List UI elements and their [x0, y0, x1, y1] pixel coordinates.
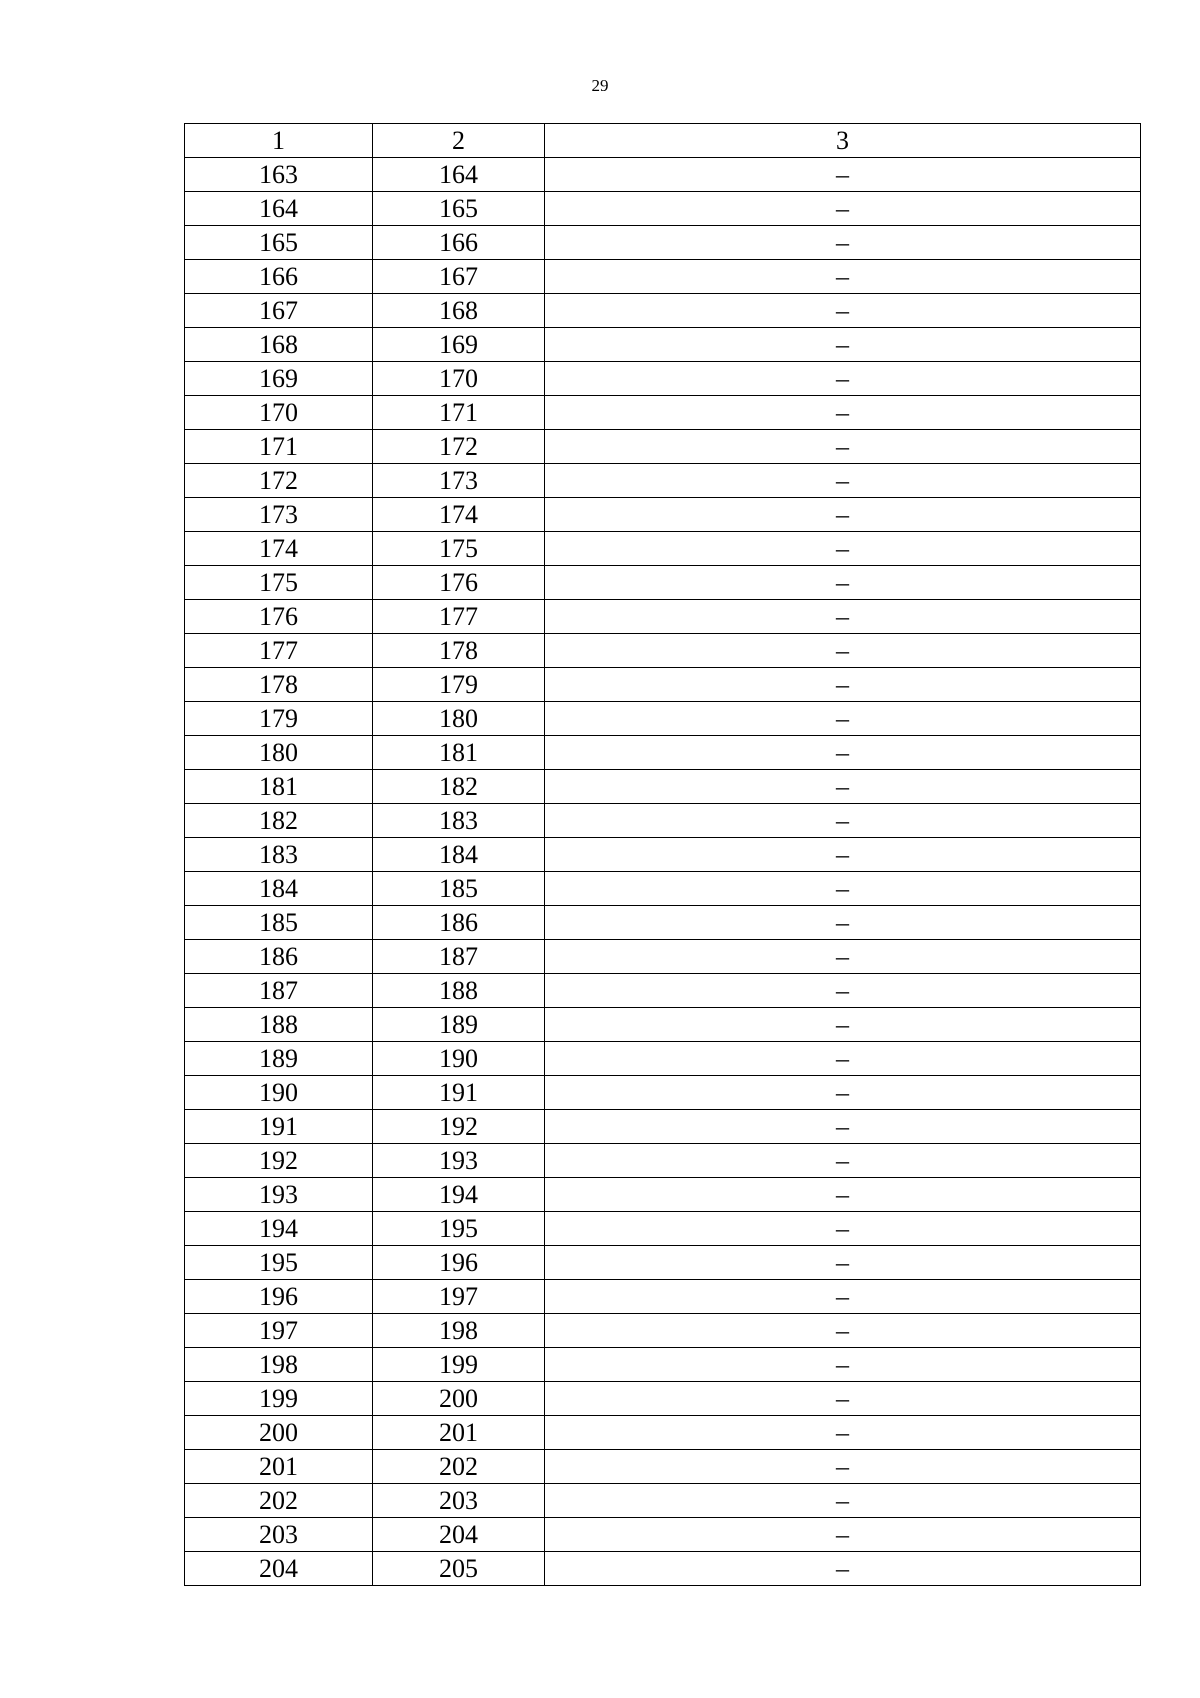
table-cell: – [545, 1042, 1141, 1076]
table-cell: 186 [185, 940, 373, 974]
table-cell: 164 [373, 158, 545, 192]
table-cell: – [545, 838, 1141, 872]
table-row [185, 158, 1141, 192]
table-cell: 186 [373, 906, 545, 940]
table-row [185, 804, 1141, 838]
table-row [185, 1416, 1141, 1450]
table-cell: 185 [373, 872, 545, 906]
table-cell: 205 [373, 1552, 545, 1586]
table-row [185, 464, 1141, 498]
table-cell: 200 [185, 1416, 373, 1450]
column-header: 1 [185, 124, 373, 158]
table-cell: 182 [185, 804, 373, 838]
table-row [185, 1110, 1141, 1144]
table-row [185, 974, 1141, 1008]
table-cell: – [545, 430, 1141, 464]
table-row [185, 1484, 1141, 1518]
table-row [185, 1382, 1141, 1416]
table-row [185, 430, 1141, 464]
table-cell: 198 [373, 1314, 545, 1348]
table-cell: 188 [185, 1008, 373, 1042]
table-cell: 177 [185, 634, 373, 668]
table-row [185, 770, 1141, 804]
table-cell: 202 [185, 1484, 373, 1518]
table-row [185, 872, 1141, 906]
table-row [185, 532, 1141, 566]
table-row [185, 1518, 1141, 1552]
table-row [185, 1280, 1141, 1314]
table-cell: 166 [185, 260, 373, 294]
table-cell: – [545, 260, 1141, 294]
table-cell: 199 [185, 1382, 373, 1416]
table-cell: 165 [373, 192, 545, 226]
table-cell: 173 [185, 498, 373, 532]
table-row [185, 600, 1141, 634]
table-cell: 196 [373, 1246, 545, 1280]
table-cell: – [545, 396, 1141, 430]
table-row [185, 1450, 1141, 1484]
table-cell: 168 [185, 328, 373, 362]
table-cell: 199 [373, 1348, 545, 1382]
table-row [185, 668, 1141, 702]
table-row [185, 362, 1141, 396]
table-cell: 170 [185, 396, 373, 430]
table-cell: – [545, 464, 1141, 498]
table-cell: 181 [185, 770, 373, 804]
table-cell: 192 [373, 1110, 545, 1144]
table-cell: – [545, 1178, 1141, 1212]
table-cell: 198 [185, 1348, 373, 1382]
table-cell: 189 [185, 1042, 373, 1076]
table-cell: – [545, 566, 1141, 600]
table-cell: 189 [373, 1008, 545, 1042]
table-cell: 194 [373, 1178, 545, 1212]
table-cell: 172 [373, 430, 545, 464]
table-cell: 196 [185, 1280, 373, 1314]
table-cell: 203 [373, 1484, 545, 1518]
table-cell: – [545, 158, 1141, 192]
table-cell: 165 [185, 226, 373, 260]
column-header: 2 [373, 124, 545, 158]
table-row [185, 1042, 1141, 1076]
table-cell: 191 [185, 1110, 373, 1144]
page-number: 29 [591, 76, 609, 95]
table-cell: 188 [373, 974, 545, 1008]
table-row [185, 702, 1141, 736]
table-cell: 202 [373, 1450, 545, 1484]
table-cell: 163 [185, 158, 373, 192]
table-row [185, 192, 1141, 226]
table-cell: 175 [373, 532, 545, 566]
table-cell: 201 [373, 1416, 545, 1450]
table-cell: – [545, 1246, 1141, 1280]
table-cell: 167 [185, 294, 373, 328]
table-cell: 182 [373, 770, 545, 804]
table-cell: – [545, 1416, 1141, 1450]
table-cell: – [545, 192, 1141, 226]
table-cell: 178 [185, 668, 373, 702]
table-cell: 183 [185, 838, 373, 872]
table-cell: 168 [373, 294, 545, 328]
table-cell: 197 [373, 1280, 545, 1314]
table-cell: 178 [373, 634, 545, 668]
table-cell: – [545, 634, 1141, 668]
table-cell: – [545, 1450, 1141, 1484]
table-cell: 195 [185, 1246, 373, 1280]
table-cell: – [545, 1110, 1141, 1144]
table-cell: 174 [185, 532, 373, 566]
table-cell: – [545, 1076, 1141, 1110]
table-cell: – [545, 294, 1141, 328]
table-cell: 204 [373, 1518, 545, 1552]
table-cell: 166 [373, 226, 545, 260]
table-cell: – [545, 498, 1141, 532]
table-row [185, 498, 1141, 532]
table-cell: 179 [373, 668, 545, 702]
table-cell: 184 [373, 838, 545, 872]
table-cell: 164 [185, 192, 373, 226]
table-row [185, 1552, 1141, 1586]
table-row [185, 566, 1141, 600]
table-cell: – [545, 804, 1141, 838]
table-cell: 185 [185, 906, 373, 940]
table-cell: – [545, 770, 1141, 804]
table-cell: 187 [373, 940, 545, 974]
table-cell: – [545, 940, 1141, 974]
table-cell: 180 [373, 702, 545, 736]
table-row [185, 1246, 1141, 1280]
table-cell: 176 [185, 600, 373, 634]
table-row [185, 940, 1141, 974]
table-row [185, 396, 1141, 430]
table-cell: – [545, 1144, 1141, 1178]
table-cell: 173 [373, 464, 545, 498]
table-cell: 170 [373, 362, 545, 396]
table-cell: 171 [185, 430, 373, 464]
table-row [185, 906, 1141, 940]
table-row [185, 1314, 1141, 1348]
table-cell: – [545, 906, 1141, 940]
table-cell: 172 [185, 464, 373, 498]
table-cell: 201 [185, 1450, 373, 1484]
table-cell: 190 [373, 1042, 545, 1076]
table-cell: – [545, 668, 1141, 702]
table-cell: 192 [185, 1144, 373, 1178]
table-row [185, 1348, 1141, 1382]
table-header-row [185, 124, 1141, 158]
table-cell: 195 [373, 1212, 545, 1246]
table-cell: 169 [185, 362, 373, 396]
table-cell: 204 [185, 1552, 373, 1586]
column-header: 3 [545, 124, 1141, 158]
table-cell: – [545, 974, 1141, 1008]
table-cell: 194 [185, 1212, 373, 1246]
table-cell: – [545, 702, 1141, 736]
table-cell: 167 [373, 260, 545, 294]
table-cell: 179 [185, 702, 373, 736]
table-cell: 193 [373, 1144, 545, 1178]
table-cell: 181 [373, 736, 545, 770]
table-row [185, 328, 1141, 362]
table-cell: – [545, 226, 1141, 260]
table-cell: 203 [185, 1518, 373, 1552]
table-cell: 180 [185, 736, 373, 770]
table-cell: 200 [373, 1382, 545, 1416]
table-cell: 190 [185, 1076, 373, 1110]
table-cell: 184 [185, 872, 373, 906]
table-cell: – [545, 1314, 1141, 1348]
table-cell: – [545, 362, 1141, 396]
table-cell: – [545, 1212, 1141, 1246]
table-cell: 177 [373, 600, 545, 634]
table-row [185, 226, 1141, 260]
table-cell: 187 [185, 974, 373, 1008]
table-body [185, 124, 1141, 1586]
table-row [185, 1076, 1141, 1110]
table-cell: 174 [373, 498, 545, 532]
table-cell: – [545, 600, 1141, 634]
table-cell: 171 [373, 396, 545, 430]
table-row [185, 1008, 1141, 1042]
table-cell: 197 [185, 1314, 373, 1348]
table-row [185, 838, 1141, 872]
table-cell: – [545, 1552, 1141, 1586]
table-cell: 175 [185, 566, 373, 600]
table-row [185, 294, 1141, 328]
table-cell: – [545, 736, 1141, 770]
table-row [185, 1144, 1141, 1178]
table-row [185, 260, 1141, 294]
table-row [185, 1178, 1141, 1212]
table-cell: 176 [373, 566, 545, 600]
table-cell: – [545, 1484, 1141, 1518]
table-cell: 191 [373, 1076, 545, 1110]
table-row [185, 736, 1141, 770]
table-cell: 193 [185, 1178, 373, 1212]
table-row [185, 634, 1141, 668]
table-cell: – [545, 1008, 1141, 1042]
table-row [185, 1212, 1141, 1246]
table-cell: – [545, 1382, 1141, 1416]
table-cell: – [545, 1518, 1141, 1552]
table-cell: 183 [373, 804, 545, 838]
table-cell: 169 [373, 328, 545, 362]
data-table [184, 123, 1141, 1586]
table-cell: – [545, 1348, 1141, 1382]
table-cell: – [545, 872, 1141, 906]
table-cell: – [545, 1280, 1141, 1314]
table-cell: – [545, 532, 1141, 566]
table-cell: – [545, 328, 1141, 362]
